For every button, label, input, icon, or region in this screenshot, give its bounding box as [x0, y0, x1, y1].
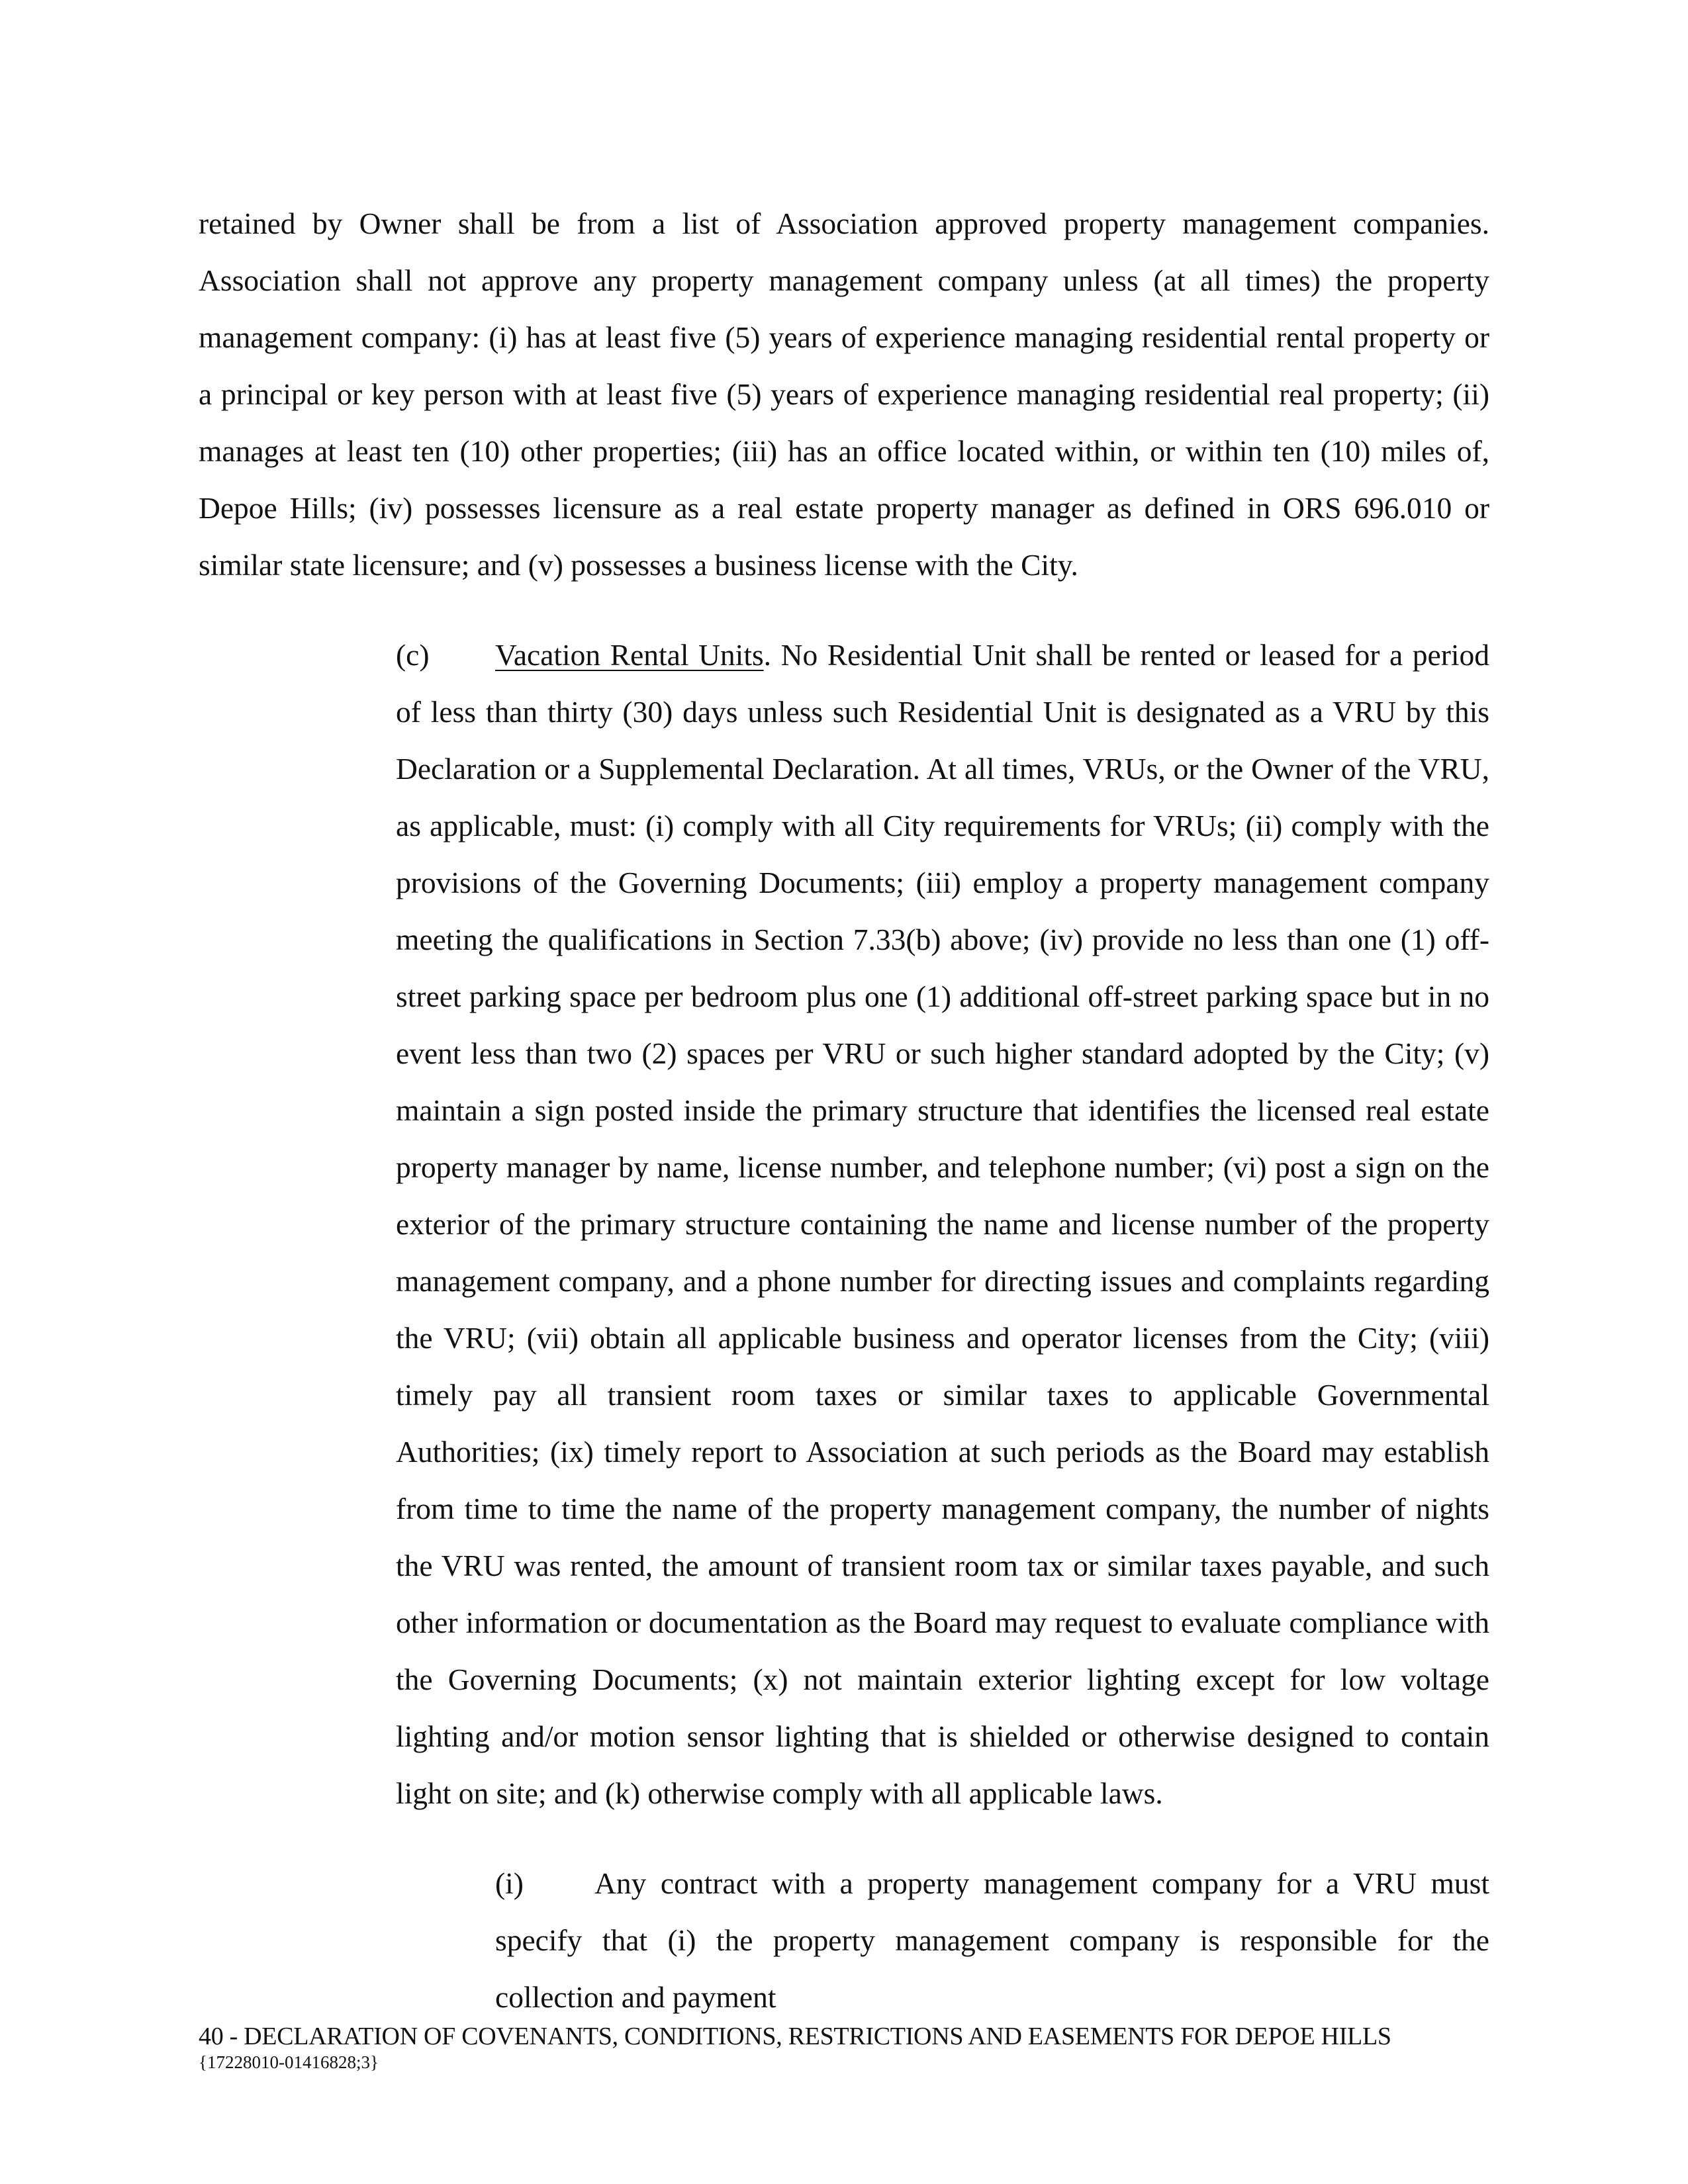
section-c-paragraph [199, 627, 1489, 1822]
footer-page-title: 40 - DECLARATION OF COVENANTS, CONDITIONS, RESTRICTIONS AND EASEMENTS FOR DEPOE HILLS [199, 2023, 1391, 2050]
page-footer [199, 2022, 1489, 2073]
document-body [199, 195, 1489, 2026]
section-c-heading: Vacation Rental Units [495, 638, 764, 672]
section-c-label: (c) [396, 638, 430, 672]
footer-doc-code: {17228010-01416828;3} [199, 2052, 379, 2072]
section-c-text: . No Residential Unit shall be rented or leased for a period of less than thirty (30) days unless such Residential Unit is designated as a VRU by this Declaration or a Supplemental Declaration. At all times, VRUs, or the Owner of the VRU, as applicable, must: (i) comply with all City requirements for VRUs; (ii) comply with the provisions of the Governing Documents; (iii) employ a property management company meeting the qualifications in Section 7.33(b) above; (iv) provide no less than one (1) off-street parking space per bedroom plus one (1) additional off-street parking space but in no event less than two (2) spaces per VRU or such higher standard adopted by the City; (v) maintain a sign posted inside the primary structure that identifies the licensed real estate property manager by name, license number, and telephone number; (vi) post a sign on the exterior of the primary structure containing the name and license number of the property management company, and a phone number for directing issues and complaints regarding the VRU; (vii) obtain all applicable business and operator licenses from the City; (viii) timely pay all transient room taxes or similar taxes to applicable Governmental Authorities; (ix) timely report to Association at such periods as the Board may establish from time to time the name of the property management company, the number of nights the VRU was rented, the amount of transient room tax or similar taxes payable, and such other information or documentation as the Board may request to evaluate compliance with the Governing Documents; (x) not maintain exterior lighting except for low voltage lighting and/or motion sensor lighting that is shielded or otherwise designed to contain light on site; and (k) otherwise comply with all applicable laws. [396, 638, 1489, 1810]
subsection-i-label: (i) [495, 1866, 524, 1900]
subsection-i-text: Any contract with a property management company for a VRU must specify that (i) the property management company is responsible for the collection and payment [495, 1866, 1489, 2014]
subsection-i-paragraph [199, 1855, 1489, 2026]
paragraph-b-continuation: retained by Owner shall be from a list of Association approved property management companies. Association shall not approve any property management company unless (at all times) the property management company: (i) has at least five (5) years of experience managing residential rental property or a principal or key person with at least five (5) years of experience managing residential real property; (ii) manages at least ten (10) other properties; (iii) has an office located within, or within ten (10) miles of, Depoe Hills; (iv) possesses licensure as a real estate property manager as defined in ORS 696.010 or similar state licensure; and (v) possesses a business license with the City. [199, 206, 1489, 582]
